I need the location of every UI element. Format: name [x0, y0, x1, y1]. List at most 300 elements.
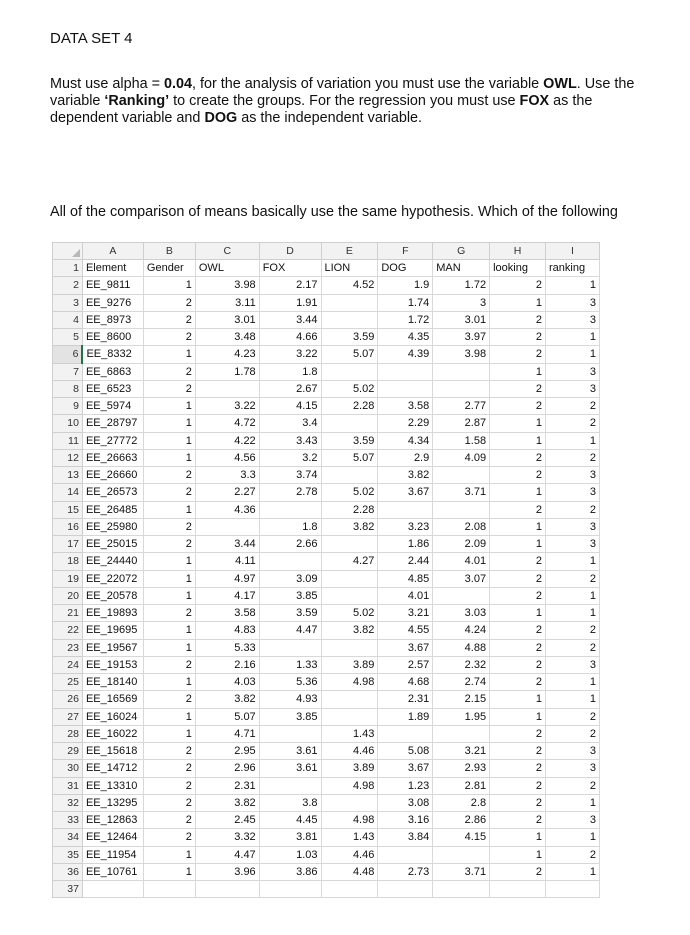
- cell-dog[interactable]: 2.9: [378, 449, 433, 466]
- cell-element[interactable]: EE_26573: [82, 484, 143, 501]
- cell-element[interactable]: EE_24440: [82, 553, 143, 570]
- cell-fox[interactable]: 3.86: [259, 863, 321, 880]
- cell-lion[interactable]: [321, 311, 378, 328]
- cell-owl[interactable]: 3.01: [195, 311, 259, 328]
- cell-man[interactable]: 1.72: [433, 277, 490, 294]
- cell-looking[interactable]: 2: [490, 570, 546, 587]
- cell-lion[interactable]: [321, 415, 378, 432]
- cell-owl[interactable]: 4.97: [195, 570, 259, 587]
- cell-owl[interactable]: [195, 518, 259, 535]
- cell-ranking[interactable]: 2: [546, 708, 600, 725]
- cell-element[interactable]: EE_15618: [82, 743, 143, 760]
- cell-man[interactable]: 3.97: [433, 329, 490, 346]
- row-number[interactable]: 32: [53, 794, 83, 811]
- cell-lion[interactable]: 5.02: [321, 605, 378, 622]
- cell-dog[interactable]: 4.35: [378, 329, 433, 346]
- cell-gender[interactable]: 1: [143, 639, 195, 656]
- column-title-looking[interactable]: looking: [490, 260, 546, 277]
- cell-lion[interactable]: [321, 363, 378, 380]
- cell-fox[interactable]: 1.33: [259, 656, 321, 673]
- cell-owl[interactable]: 4.72: [195, 415, 259, 432]
- row-number[interactable]: 9: [53, 398, 83, 415]
- row-number[interactable]: 19: [53, 570, 83, 587]
- cell-dog[interactable]: 2.31: [378, 691, 433, 708]
- cell-gender[interactable]: 2: [143, 794, 195, 811]
- cell-element[interactable]: EE_22072: [82, 570, 143, 587]
- row-number[interactable]: 21: [53, 605, 83, 622]
- column-header-f[interactable]: F: [378, 243, 433, 260]
- cell-looking[interactable]: 1: [490, 708, 546, 725]
- cell-empty[interactable]: [546, 881, 600, 898]
- cell-element[interactable]: EE_16024: [82, 708, 143, 725]
- cell-ranking[interactable]: 1: [546, 863, 600, 880]
- cell-lion[interactable]: 5.02: [321, 484, 378, 501]
- row-number[interactable]: 17: [53, 536, 83, 553]
- cell-man[interactable]: 3.71: [433, 484, 490, 501]
- cell-lion[interactable]: [321, 794, 378, 811]
- cell-ranking[interactable]: 2: [546, 777, 600, 794]
- cell-gender[interactable]: 2: [143, 363, 195, 380]
- row-number[interactable]: 18: [53, 553, 83, 570]
- row-number[interactable]: 3: [53, 294, 83, 311]
- cell-lion[interactable]: 1.43: [321, 725, 378, 742]
- cell-gender[interactable]: 2: [143, 656, 195, 673]
- cell-owl[interactable]: 5.07: [195, 708, 259, 725]
- cell-lion[interactable]: 4.48: [321, 863, 378, 880]
- cell-gender[interactable]: 1: [143, 501, 195, 518]
- cell-dog[interactable]: 1.72: [378, 311, 433, 328]
- cell-element[interactable]: EE_13295: [82, 794, 143, 811]
- cell-element[interactable]: EE_26663: [82, 449, 143, 466]
- cell-man[interactable]: [433, 587, 490, 604]
- cell-man[interactable]: 2.74: [433, 674, 490, 691]
- cell-owl[interactable]: 4.17: [195, 587, 259, 604]
- row-number[interactable]: 28: [53, 725, 83, 742]
- cell-ranking[interactable]: 1: [546, 829, 600, 846]
- cell-man[interactable]: [433, 380, 490, 397]
- cell-owl[interactable]: 3.82: [195, 691, 259, 708]
- cell-empty[interactable]: [433, 881, 490, 898]
- row-number[interactable]: 8: [53, 380, 83, 397]
- cell-fox[interactable]: 1.91: [259, 294, 321, 311]
- cell-man[interactable]: 2.93: [433, 760, 490, 777]
- cell-empty[interactable]: [195, 881, 259, 898]
- cell-looking[interactable]: 1: [490, 536, 546, 553]
- cell-owl[interactable]: 4.22: [195, 432, 259, 449]
- cell-looking[interactable]: 2: [490, 467, 546, 484]
- cell-element[interactable]: EE_26485: [82, 501, 143, 518]
- cell-element[interactable]: EE_6863: [82, 363, 143, 380]
- cell-looking[interactable]: 2: [490, 311, 546, 328]
- cell-fox[interactable]: 3.61: [259, 743, 321, 760]
- row-number[interactable]: 24: [53, 656, 83, 673]
- cell-lion[interactable]: 4.98: [321, 777, 378, 794]
- cell-ranking[interactable]: 2: [546, 639, 600, 656]
- cell-fox[interactable]: [259, 553, 321, 570]
- cell-dog[interactable]: 3.84: [378, 829, 433, 846]
- cell-ranking[interactable]: 3: [546, 294, 600, 311]
- cell-owl[interactable]: 2.95: [195, 743, 259, 760]
- column-title-man[interactable]: MAN: [433, 260, 490, 277]
- cell-gender[interactable]: 1: [143, 553, 195, 570]
- cell-looking[interactable]: 2: [490, 501, 546, 518]
- cell-ranking[interactable]: 1: [546, 432, 600, 449]
- cell-owl[interactable]: 3.96: [195, 863, 259, 880]
- cell-owl[interactable]: 3.11: [195, 294, 259, 311]
- row-number[interactable]: 20: [53, 587, 83, 604]
- row-number[interactable]: 31: [53, 777, 83, 794]
- cell-man[interactable]: 4.15: [433, 829, 490, 846]
- cell-man[interactable]: 3: [433, 294, 490, 311]
- cell-lion[interactable]: [321, 294, 378, 311]
- row-number[interactable]: 4: [53, 311, 83, 328]
- cell-dog[interactable]: 1.74: [378, 294, 433, 311]
- cell-ranking[interactable]: 1: [546, 605, 600, 622]
- cell-lion[interactable]: [321, 587, 378, 604]
- cell-element[interactable]: EE_19153: [82, 656, 143, 673]
- cell-fox[interactable]: 1.8: [259, 518, 321, 535]
- cell-ranking[interactable]: 3: [546, 518, 600, 535]
- cell-dog[interactable]: 3.67: [378, 639, 433, 656]
- cell-ranking[interactable]: 3: [546, 484, 600, 501]
- cell-dog[interactable]: 2.57: [378, 656, 433, 673]
- column-header-c[interactable]: C: [195, 243, 259, 260]
- cell-ranking[interactable]: 3: [546, 743, 600, 760]
- row-number[interactable]: 16: [53, 518, 83, 535]
- cell-element[interactable]: EE_20578: [82, 587, 143, 604]
- cell-man[interactable]: 2.08: [433, 518, 490, 535]
- cell-dog[interactable]: 4.39: [378, 346, 433, 363]
- cell-looking[interactable]: 1: [490, 829, 546, 846]
- row-number[interactable]: 33: [53, 812, 83, 829]
- row-number[interactable]: 11: [53, 432, 83, 449]
- cell-fox[interactable]: 3.74: [259, 467, 321, 484]
- cell-gender[interactable]: 2: [143, 812, 195, 829]
- cell-dog[interactable]: [378, 725, 433, 742]
- cell-looking[interactable]: 1: [490, 363, 546, 380]
- cell-element[interactable]: EE_9276: [82, 294, 143, 311]
- cell-gender[interactable]: 1: [143, 346, 195, 363]
- cell-looking[interactable]: 2: [490, 760, 546, 777]
- cell-man[interactable]: 3.07: [433, 570, 490, 587]
- column-header-d[interactable]: D: [259, 243, 321, 260]
- cell-gender[interactable]: 2: [143, 691, 195, 708]
- cell-lion[interactable]: 2.28: [321, 398, 378, 415]
- cell-looking[interactable]: 2: [490, 622, 546, 639]
- cell-dog[interactable]: 1.89: [378, 708, 433, 725]
- cell-looking[interactable]: 2: [490, 329, 546, 346]
- cell-owl[interactable]: 4.36: [195, 501, 259, 518]
- cell-fox[interactable]: 3.22: [259, 346, 321, 363]
- cell-gender[interactable]: 1: [143, 277, 195, 294]
- cell-dog[interactable]: 4.34: [378, 432, 433, 449]
- row-number[interactable]: 34: [53, 829, 83, 846]
- cell-ranking[interactable]: 2: [546, 570, 600, 587]
- cell-fox[interactable]: 3.2: [259, 449, 321, 466]
- cell-looking[interactable]: 1: [490, 518, 546, 535]
- cell-fox[interactable]: 4.93: [259, 691, 321, 708]
- cell-owl[interactable]: 2.16: [195, 656, 259, 673]
- cell-empty[interactable]: [378, 881, 433, 898]
- cell-looking[interactable]: 2: [490, 346, 546, 363]
- cell-looking[interactable]: 2: [490, 794, 546, 811]
- cell-man[interactable]: 2.09: [433, 536, 490, 553]
- cell-gender[interactable]: 2: [143, 777, 195, 794]
- row-number[interactable]: 10: [53, 415, 83, 432]
- cell-gender[interactable]: 2: [143, 484, 195, 501]
- cell-fox[interactable]: 1.8: [259, 363, 321, 380]
- column-title-fox[interactable]: FOX: [259, 260, 321, 277]
- cell-fox[interactable]: 2.66: [259, 536, 321, 553]
- cell-man[interactable]: 3.98: [433, 346, 490, 363]
- cell-owl[interactable]: 2.31: [195, 777, 259, 794]
- cell-man[interactable]: 3.21: [433, 743, 490, 760]
- cell-lion[interactable]: 4.98: [321, 812, 378, 829]
- cell-dog[interactable]: 1.9: [378, 277, 433, 294]
- cell-owl[interactable]: 4.03: [195, 674, 259, 691]
- cell-gender[interactable]: 2: [143, 518, 195, 535]
- cell-fox[interactable]: 2.67: [259, 380, 321, 397]
- cell-owl[interactable]: 3.22: [195, 398, 259, 415]
- cell-gender[interactable]: 1: [143, 725, 195, 742]
- column-title-dog[interactable]: DOG: [378, 260, 433, 277]
- cell-gender[interactable]: 1: [143, 708, 195, 725]
- cell-ranking[interactable]: 1: [546, 674, 600, 691]
- cell-dog[interactable]: 3.21: [378, 605, 433, 622]
- cell-owl[interactable]: 1.78: [195, 363, 259, 380]
- cell-ranking[interactable]: 2: [546, 415, 600, 432]
- row-number[interactable]: 36: [53, 863, 83, 880]
- cell-dog[interactable]: 3.08: [378, 794, 433, 811]
- cell-gender[interactable]: 2: [143, 760, 195, 777]
- cell-fox[interactable]: [259, 777, 321, 794]
- cell-gender[interactable]: 2: [143, 829, 195, 846]
- cell-man[interactable]: 3.71: [433, 863, 490, 880]
- cell-owl[interactable]: 2.27: [195, 484, 259, 501]
- cell-dog[interactable]: 5.08: [378, 743, 433, 760]
- cell-gender[interactable]: 2: [143, 467, 195, 484]
- column-title-element[interactable]: Element: [82, 260, 143, 277]
- cell-man[interactable]: 4.09: [433, 449, 490, 466]
- cell-fox[interactable]: 4.47: [259, 622, 321, 639]
- cell-ranking[interactable]: 3: [546, 812, 600, 829]
- cell-looking[interactable]: 2: [490, 674, 546, 691]
- cell-ranking[interactable]: 3: [546, 363, 600, 380]
- cell-element[interactable]: EE_8600: [82, 329, 143, 346]
- cell-owl[interactable]: [195, 380, 259, 397]
- column-title-ranking[interactable]: ranking: [546, 260, 600, 277]
- row-number[interactable]: 29: [53, 743, 83, 760]
- column-title-lion[interactable]: LION: [321, 260, 378, 277]
- cell-lion[interactable]: 5.07: [321, 346, 378, 363]
- cell-lion[interactable]: 3.59: [321, 329, 378, 346]
- row-number[interactable]: 6: [53, 346, 83, 363]
- cell-lion[interactable]: [321, 570, 378, 587]
- cell-ranking[interactable]: 1: [546, 329, 600, 346]
- cell-lion[interactable]: 3.82: [321, 518, 378, 535]
- cell-owl[interactable]: 4.23: [195, 346, 259, 363]
- cell-man[interactable]: 2.87: [433, 415, 490, 432]
- cell-element[interactable]: EE_16022: [82, 725, 143, 742]
- cell-ranking[interactable]: 3: [546, 311, 600, 328]
- cell-element[interactable]: EE_19893: [82, 605, 143, 622]
- cell-owl[interactable]: 4.56: [195, 449, 259, 466]
- row-number[interactable]: 23: [53, 639, 83, 656]
- cell-dog[interactable]: [378, 501, 433, 518]
- column-header-b[interactable]: B: [143, 243, 195, 260]
- cell-ranking[interactable]: 1: [546, 691, 600, 708]
- cell-dog[interactable]: 2.73: [378, 863, 433, 880]
- cell-dog[interactable]: 3.67: [378, 484, 433, 501]
- cell-man[interactable]: 2.32: [433, 656, 490, 673]
- cell-fox[interactable]: 3.09: [259, 570, 321, 587]
- cell-dog[interactable]: 1.86: [378, 536, 433, 553]
- row-number[interactable]: 35: [53, 846, 83, 863]
- cell-dog[interactable]: 2.29: [378, 415, 433, 432]
- cell-looking[interactable]: 2: [490, 812, 546, 829]
- cell-lion[interactable]: 5.07: [321, 449, 378, 466]
- row-number[interactable]: 30: [53, 760, 83, 777]
- row-number[interactable]: 7: [53, 363, 83, 380]
- cell-looking[interactable]: 2: [490, 380, 546, 397]
- cell-gender[interactable]: 2: [143, 380, 195, 397]
- cell-man[interactable]: 4.88: [433, 639, 490, 656]
- cell-ranking[interactable]: 3: [546, 467, 600, 484]
- cell-lion[interactable]: 4.27: [321, 553, 378, 570]
- cell-ranking[interactable]: 2: [546, 449, 600, 466]
- cell-lion[interactable]: 3.89: [321, 656, 378, 673]
- cell-dog[interactable]: 4.55: [378, 622, 433, 639]
- cell-fox[interactable]: 3.85: [259, 708, 321, 725]
- cell-man[interactable]: [433, 725, 490, 742]
- cell-looking[interactable]: 2: [490, 277, 546, 294]
- row-number[interactable]: 2: [53, 277, 83, 294]
- cell-man[interactable]: 2.8: [433, 794, 490, 811]
- cell-lion[interactable]: 3.59: [321, 432, 378, 449]
- cell-owl[interactable]: 3.48: [195, 329, 259, 346]
- cell-owl[interactable]: 4.47: [195, 846, 259, 863]
- row-number[interactable]: 37: [53, 881, 83, 898]
- cell-owl[interactable]: 3.82: [195, 794, 259, 811]
- cell-dog[interactable]: 3.58: [378, 398, 433, 415]
- cell-looking[interactable]: 2: [490, 553, 546, 570]
- cell-element[interactable]: EE_13310: [82, 777, 143, 794]
- cell-element[interactable]: EE_12863: [82, 812, 143, 829]
- cell-man[interactable]: [433, 467, 490, 484]
- cell-fox[interactable]: 3.4: [259, 415, 321, 432]
- cell-lion[interactable]: 4.98: [321, 674, 378, 691]
- cell-element[interactable]: EE_9811: [82, 277, 143, 294]
- cell-ranking[interactable]: 2: [546, 398, 600, 415]
- cell-lion[interactable]: 4.46: [321, 743, 378, 760]
- cell-looking[interactable]: 2: [490, 725, 546, 742]
- cell-lion[interactable]: 1.43: [321, 829, 378, 846]
- cell-owl[interactable]: 5.33: [195, 639, 259, 656]
- row-number[interactable]: 13: [53, 467, 83, 484]
- cell-fox[interactable]: [259, 501, 321, 518]
- cell-lion[interactable]: [321, 691, 378, 708]
- cell-man[interactable]: 4.24: [433, 622, 490, 639]
- column-header-g[interactable]: G: [433, 243, 490, 260]
- cell-fox[interactable]: 1.03: [259, 846, 321, 863]
- cell-dog[interactable]: 1.23: [378, 777, 433, 794]
- cell-ranking[interactable]: 2: [546, 725, 600, 742]
- cell-element[interactable]: EE_6523: [82, 380, 143, 397]
- cell-man[interactable]: 2.77: [433, 398, 490, 415]
- cell-fox[interactable]: 4.15: [259, 398, 321, 415]
- cell-man[interactable]: 3.01: [433, 311, 490, 328]
- cell-dog[interactable]: 2.44: [378, 553, 433, 570]
- cell-looking[interactable]: 1: [490, 415, 546, 432]
- cell-gender[interactable]: 1: [143, 432, 195, 449]
- cell-ranking[interactable]: 3: [546, 760, 600, 777]
- select-all-corner[interactable]: [53, 243, 83, 260]
- cell-gender[interactable]: 1: [143, 863, 195, 880]
- cell-looking[interactable]: 1: [490, 294, 546, 311]
- cell-owl[interactable]: 3.32: [195, 829, 259, 846]
- cell-element[interactable]: EE_19567: [82, 639, 143, 656]
- cell-fox[interactable]: 5.36: [259, 674, 321, 691]
- cell-owl[interactable]: 4.11: [195, 553, 259, 570]
- cell-element[interactable]: EE_19695: [82, 622, 143, 639]
- cell-lion[interactable]: [321, 708, 378, 725]
- cell-element[interactable]: EE_14712: [82, 760, 143, 777]
- cell-fox[interactable]: 3.81: [259, 829, 321, 846]
- cell-ranking[interactable]: 1: [546, 587, 600, 604]
- cell-gender[interactable]: 2: [143, 311, 195, 328]
- cell-gender[interactable]: 1: [143, 622, 195, 639]
- cell-element[interactable]: EE_27772: [82, 432, 143, 449]
- cell-fox[interactable]: [259, 725, 321, 742]
- cell-ranking[interactable]: 1: [546, 553, 600, 570]
- cell-empty[interactable]: [259, 881, 321, 898]
- cell-owl[interactable]: 4.83: [195, 622, 259, 639]
- cell-ranking[interactable]: 3: [546, 380, 600, 397]
- cell-element[interactable]: EE_18140: [82, 674, 143, 691]
- cell-element[interactable]: EE_12464: [82, 829, 143, 846]
- cell-gender[interactable]: 1: [143, 587, 195, 604]
- cell-dog[interactable]: 3.16: [378, 812, 433, 829]
- cell-man[interactable]: 1.95: [433, 708, 490, 725]
- cell-gender[interactable]: 1: [143, 449, 195, 466]
- cell-owl[interactable]: 3.58: [195, 605, 259, 622]
- cell-gender[interactable]: 2: [143, 294, 195, 311]
- row-number[interactable]: 26: [53, 691, 83, 708]
- cell-empty[interactable]: [143, 881, 195, 898]
- cell-looking[interactable]: 2: [490, 639, 546, 656]
- cell-ranking[interactable]: 3: [546, 536, 600, 553]
- cell-man[interactable]: 4.01: [433, 553, 490, 570]
- cell-ranking[interactable]: 2: [546, 846, 600, 863]
- column-header-e[interactable]: E: [321, 243, 378, 260]
- cell-man[interactable]: 2.81: [433, 777, 490, 794]
- cell-looking[interactable]: 1: [490, 605, 546, 622]
- cell-lion[interactable]: 2.28: [321, 501, 378, 518]
- cell-fox[interactable]: 4.66: [259, 329, 321, 346]
- column-header-a[interactable]: A: [82, 243, 143, 260]
- row-number[interactable]: 5: [53, 329, 83, 346]
- cell-dog[interactable]: 3.23: [378, 518, 433, 535]
- cell-empty[interactable]: [321, 881, 378, 898]
- cell-dog[interactable]: 3.67: [378, 760, 433, 777]
- cell-gender[interactable]: 2: [143, 743, 195, 760]
- cell-empty[interactable]: [82, 881, 143, 898]
- cell-ranking[interactable]: 3: [546, 656, 600, 673]
- cell-fox[interactable]: 4.45: [259, 812, 321, 829]
- cell-looking[interactable]: 2: [490, 743, 546, 760]
- row-number[interactable]: 22: [53, 622, 83, 639]
- cell-man[interactable]: 2.86: [433, 812, 490, 829]
